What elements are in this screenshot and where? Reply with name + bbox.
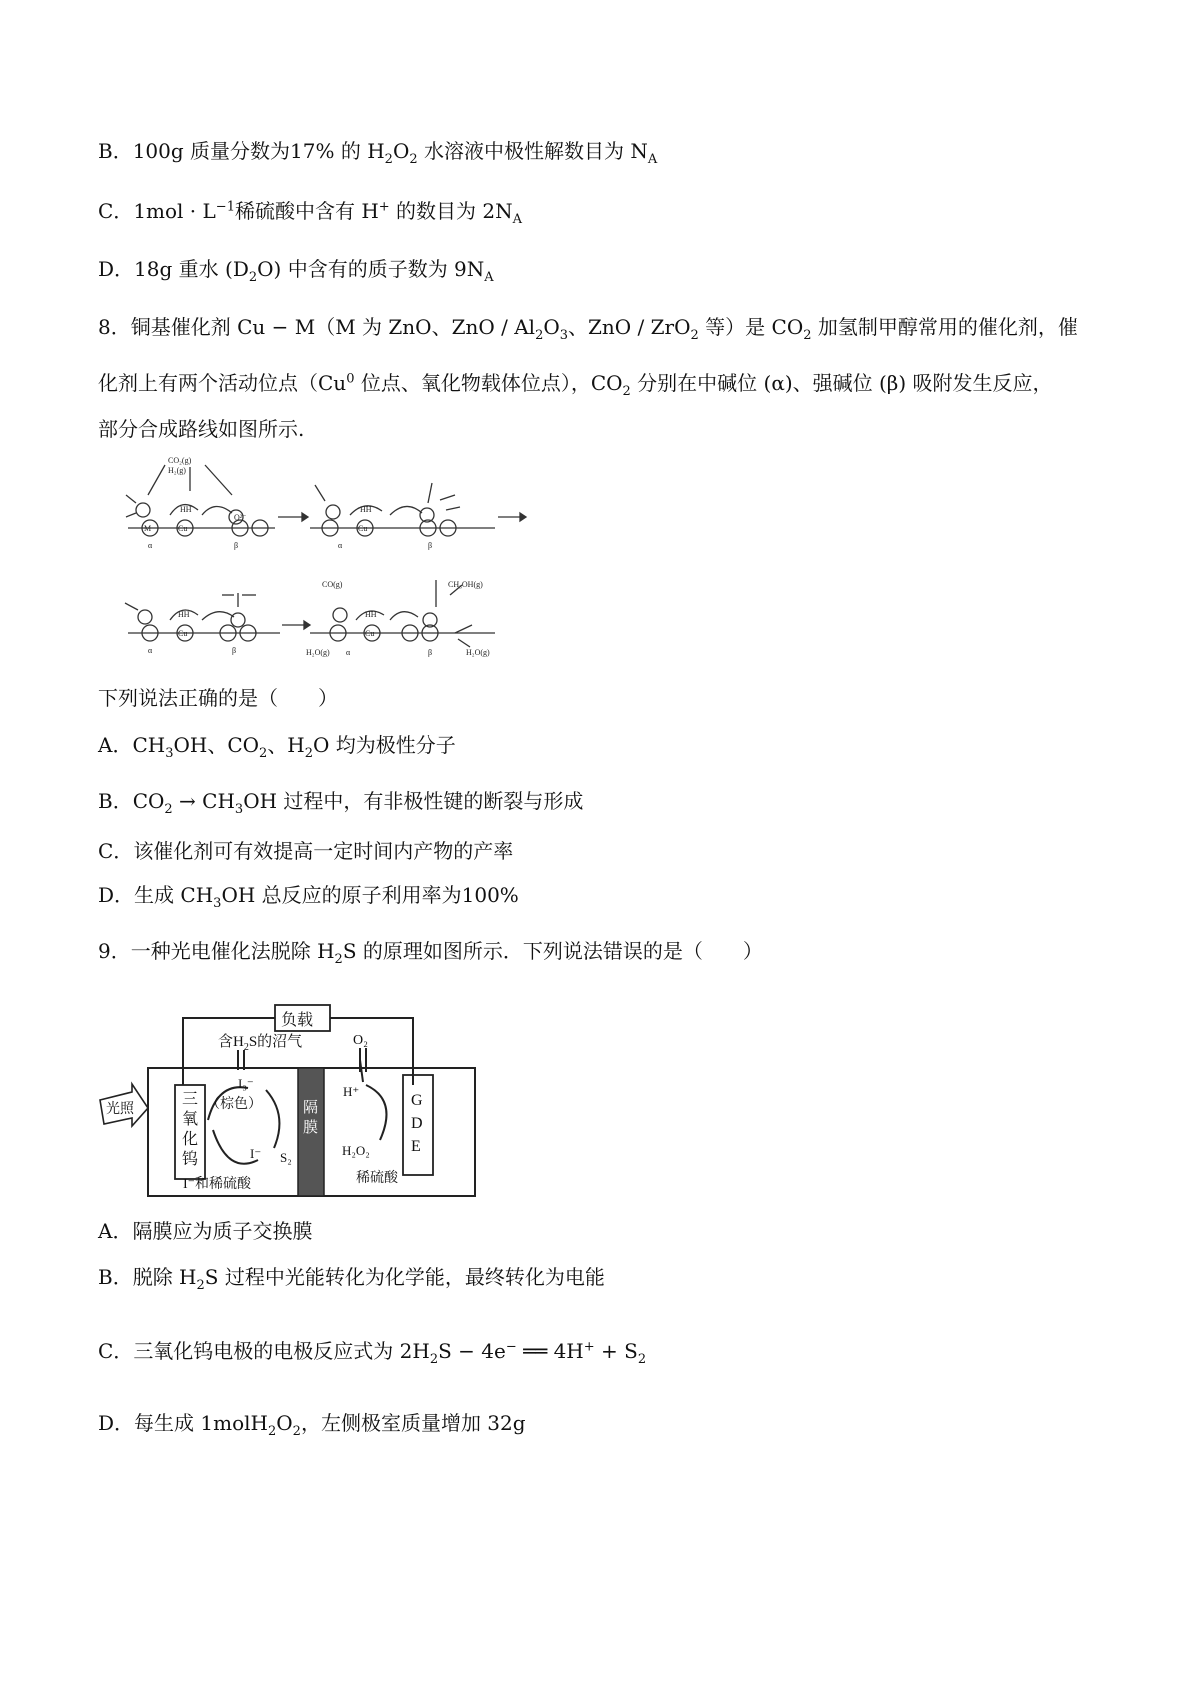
text-fragment: 2 — [292, 1424, 301, 1439]
q7-option-d — [98, 254, 494, 284]
text-fragment: ══ — [516, 1339, 554, 1363]
q9-fig-electrode-char-1: 三 — [182, 1091, 199, 1108]
text-fragment: 0 — [346, 371, 355, 387]
q9-fig-electrode-char-2: 氧 — [182, 1111, 199, 1128]
q8-stem-line3: 部分合成路线如图所示. — [98, 417, 305, 441]
text-fragment: 等）是 CO — [698, 315, 804, 339]
q9-fig-iminus-label: I⁻ — [250, 1146, 262, 1161]
text-fragment: 、H — [267, 733, 305, 757]
q8-fig-hh-label-3: HH — [178, 610, 190, 619]
q7-option-c — [98, 196, 522, 226]
text-fragment: 2 — [164, 802, 173, 817]
text-fragment: 水溶液中极性解数目为 N — [417, 139, 648, 163]
text-fragment: D． — [98, 1411, 135, 1435]
q9-fig-left-solution: I⁻和稀硫酸 — [183, 1177, 252, 1192]
text-fragment: A． — [98, 733, 133, 757]
text-fragment: + S — [594, 1339, 638, 1363]
q8-fig-ch3oh-gas: CH₃OH(g) — [448, 580, 483, 589]
text-fragment: −1 — [215, 199, 235, 215]
text-fragment: S − 4e — [438, 1339, 506, 1363]
text-fragment: A — [512, 212, 523, 227]
text-fragment: 2 — [243, 1042, 249, 1053]
q9-fig-right-solution: 稀硫酸 — [356, 1171, 398, 1186]
q7-option-b — [98, 136, 657, 166]
text-fragment: − — [505, 1339, 517, 1355]
text-fragment: 2 — [196, 1278, 205, 1293]
q9-fig-brown-label: （棕色） — [206, 1097, 262, 1112]
q9-fig-membrane-char-1: 隔 — [303, 1100, 319, 1116]
text-fragment: → — [172, 789, 203, 813]
text-fragment: A — [647, 152, 658, 167]
text-fragment: 1mol · L — [133, 199, 216, 223]
q9-electrolysis-cell-figure — [98, 1000, 488, 1205]
text-fragment: 、ZnO / ZrO — [568, 315, 691, 339]
text-fragment: S的沼气 — [248, 1034, 303, 1050]
text-fragment: C． — [98, 839, 134, 863]
text-fragment: 的数目为 2N — [389, 199, 513, 223]
q8-fig-hh-label: HH — [180, 505, 192, 514]
text-fragment: 稀硫酸中含有 H — [234, 199, 379, 223]
text-fragment: 2 — [409, 152, 418, 167]
q8-fig-alpha-3: α — [148, 646, 153, 655]
q9-fig-electrode-char-4: 钨 — [182, 1151, 199, 1168]
q9-option-b — [98, 1262, 605, 1292]
text-fragment: O 均为极性分子 — [313, 733, 456, 757]
text-fragment: 2 — [637, 1352, 647, 1367]
text-fragment: ，左侧极室质量增加 32g — [300, 1411, 526, 1435]
text-fragment: 位点、氧化物载体位点），CO — [354, 371, 623, 395]
text-fragment: 2 — [535, 328, 544, 343]
q9-fig-electrode-char-3: 化 — [182, 1131, 199, 1148]
q9-fig-i3-label: I₃⁻ — [238, 1076, 254, 1091]
q9-fig-gde-char-1: G — [411, 1092, 423, 1109]
q8-fig-beta-1: β — [234, 541, 239, 550]
q9-fig-gde-char-2: D — [411, 1115, 423, 1132]
q9-fig-light-label: 光照 — [106, 1102, 134, 1117]
text-fragment: O) 中含有的质子数为 9N — [257, 257, 485, 281]
q8-fig-o2-label: O²⁻ — [234, 513, 247, 522]
text-fragment: 2 — [429, 1352, 439, 1367]
text-fragment: 化剂上有两个活动位点（Cu — [98, 371, 347, 395]
text-fragment: 该催化剂可有效提高一定时间内产物的产率 — [133, 839, 514, 863]
q9-option-d — [98, 1408, 526, 1438]
text-fragment: 8．铜基催化剂 Cu − M（M 为 ZnO、ZnO / Al — [98, 315, 536, 339]
text-fragment: 3 — [559, 328, 569, 343]
text-fragment: B． — [98, 139, 133, 163]
q8-fig-m-label: M — [144, 524, 152, 533]
text-fragment: 2 — [803, 328, 812, 343]
q8-fig-beta-2: β — [428, 541, 433, 550]
q8-reaction-path-figure — [110, 455, 530, 680]
text-fragment: 9．一种光电催化法脱除 H — [98, 939, 335, 963]
q8-fig-h2o-gas-right: H₂O(g) — [466, 648, 490, 657]
q9-fig-gas-left — [218, 1033, 302, 1053]
q8-fig-cu-label-4: Cu — [365, 629, 375, 638]
text-fragment: A． — [98, 1219, 133, 1243]
text-fragment: O — [276, 1411, 293, 1435]
q8-fig-co2-gas: CO₂(g) — [168, 456, 192, 465]
text-fragment: 2 — [384, 152, 393, 167]
q8-fig-beta-3: β — [232, 646, 237, 655]
text-fragment: S 过程中光能转化为化学能，最终转化为电能 — [204, 1265, 605, 1289]
text-fragment: C． — [98, 1339, 134, 1363]
text-fragment: 2 — [690, 328, 699, 343]
text-fragment: + — [378, 199, 390, 215]
text-fragment: 隔膜应为质子交换膜 — [132, 1219, 313, 1243]
text-fragment: S 的原理如图所示．下列说法错误的是（ ） — [342, 939, 763, 963]
text-fragment: B． — [98, 1265, 133, 1289]
q8-option-c — [98, 836, 513, 866]
q8-stem-line2 — [98, 368, 1053, 398]
text-fragment: O — [543, 315, 560, 339]
text-fragment: 脱除 H — [132, 1265, 197, 1289]
text-fragment: 2 — [622, 384, 631, 399]
text-fragment: C． — [98, 199, 134, 223]
text-fragment: 3 — [234, 802, 244, 817]
text-fragment: 每生成 1molH — [134, 1411, 268, 1435]
q8-fig-hh-label-4: HH — [365, 610, 377, 619]
q9-option-a — [98, 1216, 312, 1246]
q8-fig-hh-label-2: HH — [360, 505, 372, 514]
text-fragment: 含H — [218, 1034, 244, 1050]
text-fragment: 三氧化钨电极的电极反应式为 2H — [133, 1339, 430, 1363]
q8-fig-alpha-2: α — [338, 541, 343, 550]
q8-fig-alpha-1: α — [148, 541, 153, 550]
q8-fig-cu-label-2: Cu — [358, 524, 368, 533]
text-fragment: 3 — [165, 746, 174, 761]
text-fragment: CH — [132, 733, 166, 757]
q8-fig-h2-gas: H₂(g) — [168, 466, 186, 475]
q8-fig-alpha-4: α — [346, 648, 351, 657]
text-fragment: OH 总反应的原子利用率为100% — [221, 883, 519, 907]
q9-fig-h2o2-label: H₂O₂ — [342, 1143, 370, 1158]
text-fragment: 生成 CH — [134, 883, 214, 907]
text-fragment: 100g 质量分数为17% 的 H — [132, 139, 385, 163]
text-fragment: 加氢制甲醇常用的催化剂，催 — [811, 315, 1078, 339]
text-fragment: 2 — [267, 1424, 277, 1439]
q9-fig-hplus-label: H⁺ — [343, 1084, 360, 1099]
text-fragment: OH、CO — [173, 733, 260, 757]
text-fragment: D． — [98, 257, 135, 281]
q8-fig-co-gas: CO(g) — [322, 580, 343, 589]
text-fragment: 2 — [259, 746, 268, 761]
text-fragment: 18g 重水 (D — [134, 257, 249, 281]
text-fragment: 2 — [304, 746, 314, 761]
q9-stem — [98, 936, 763, 966]
q8-question: 下列说法正确的是（ ） — [98, 686, 338, 710]
q8-option-d — [98, 880, 519, 910]
text-fragment: CO — [132, 789, 165, 813]
text-fragment: CH — [202, 789, 235, 813]
q8-fig-h2o-gas-left: H₂O(g) — [306, 648, 330, 657]
text-fragment: D． — [98, 883, 135, 907]
text-fragment: O — [392, 139, 410, 163]
text-fragment: B． — [98, 789, 133, 813]
text-fragment: 2 — [334, 952, 343, 967]
text-fragment: A — [484, 270, 494, 285]
q9-fig-load-label: 负载 — [281, 1012, 314, 1029]
q8-fig-beta-4: β — [428, 648, 433, 657]
q8-fig-cu-label: Cu — [178, 524, 188, 533]
q8-fig-cu-label-3: Cu — [178, 629, 188, 638]
q9-fig-membrane-char-2: 膜 — [303, 1120, 319, 1136]
q8-option-b — [98, 786, 583, 816]
text-fragment: 3 — [213, 896, 222, 911]
q9-option-c — [98, 1336, 646, 1366]
text-fragment: 4H — [553, 1339, 584, 1363]
q9-fig-o2-label: O₂ — [353, 1033, 368, 1048]
q8-option-a — [98, 730, 456, 760]
q8-stem-line1 — [98, 312, 1078, 342]
q9-fig-s2-label: S₂ — [280, 1150, 292, 1165]
text-fragment: + — [583, 1339, 595, 1355]
q9-fig-gde-char-3: E — [411, 1138, 421, 1155]
text-fragment: 分别在中碱位 (α)、强碱位 (β) 吸附发生反应， — [630, 371, 1053, 395]
text-fragment: OH 过程中，有非极性键的断裂与形成 — [243, 789, 584, 813]
text-fragment: 2 — [248, 270, 258, 285]
